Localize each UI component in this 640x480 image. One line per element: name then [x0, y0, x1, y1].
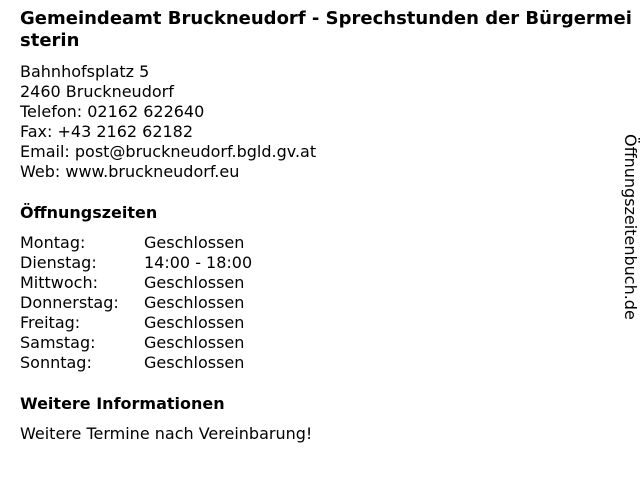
website-address: Web: www.bruckneudorf.eu — [20, 162, 240, 181]
hours-day: Montag: — [20, 233, 86, 252]
hours-day: Freitag: — [20, 313, 81, 332]
hours-time: Geschlossen — [144, 353, 245, 372]
phone-number: Telefon: 02162 622640 — [20, 102, 205, 121]
hours-table — [20, 233, 620, 373]
address-street: Bahnhofsplatz 5 — [20, 62, 150, 81]
hours-time: 14:00 - 18:00 — [144, 253, 253, 272]
hours-day: Sonntag: — [20, 353, 92, 372]
hours-time: Geschlossen — [144, 293, 245, 312]
hours-time: Geschlossen — [144, 333, 245, 352]
hours-time: Geschlossen — [144, 233, 245, 252]
hours-row-friday — [20, 313, 620, 333]
hours-day: Mittwoch: — [20, 273, 98, 292]
site-credit: Öffnungszeitenbuch.de — [621, 134, 640, 320]
hours-time: Geschlossen — [144, 273, 245, 292]
hours-row-thursday — [20, 293, 620, 313]
email-address: Email: post@bruckneudorf.bgld.gv.at — [20, 142, 317, 161]
hours-heading: Öffnungszeiten — [20, 203, 158, 222]
contact-block — [20, 62, 620, 182]
hours-row-wednesday — [20, 273, 620, 293]
hours-row-monday — [20, 233, 620, 253]
info-text: Weitere Termine nach Vereinbarung! — [20, 424, 313, 443]
hours-row-tuesday — [20, 253, 620, 273]
fax-number: Fax: +43 2162 62182 — [20, 122, 194, 141]
hours-row-sunday — [20, 353, 620, 373]
page-title: Gemeindeamt Bruckneudorf - Sprechstunden der Bürgermeisterin — [20, 8, 632, 51]
info-heading: Weitere Informationen — [20, 394, 225, 413]
hours-day: Dienstag: — [20, 253, 97, 272]
hours-time: Geschlossen — [144, 313, 245, 332]
hours-day: Samstag: — [20, 333, 96, 352]
hours-day: Donnerstag: — [20, 293, 119, 312]
address-city: 2460 Bruckneudorf — [20, 82, 174, 101]
hours-row-saturday — [20, 333, 620, 353]
